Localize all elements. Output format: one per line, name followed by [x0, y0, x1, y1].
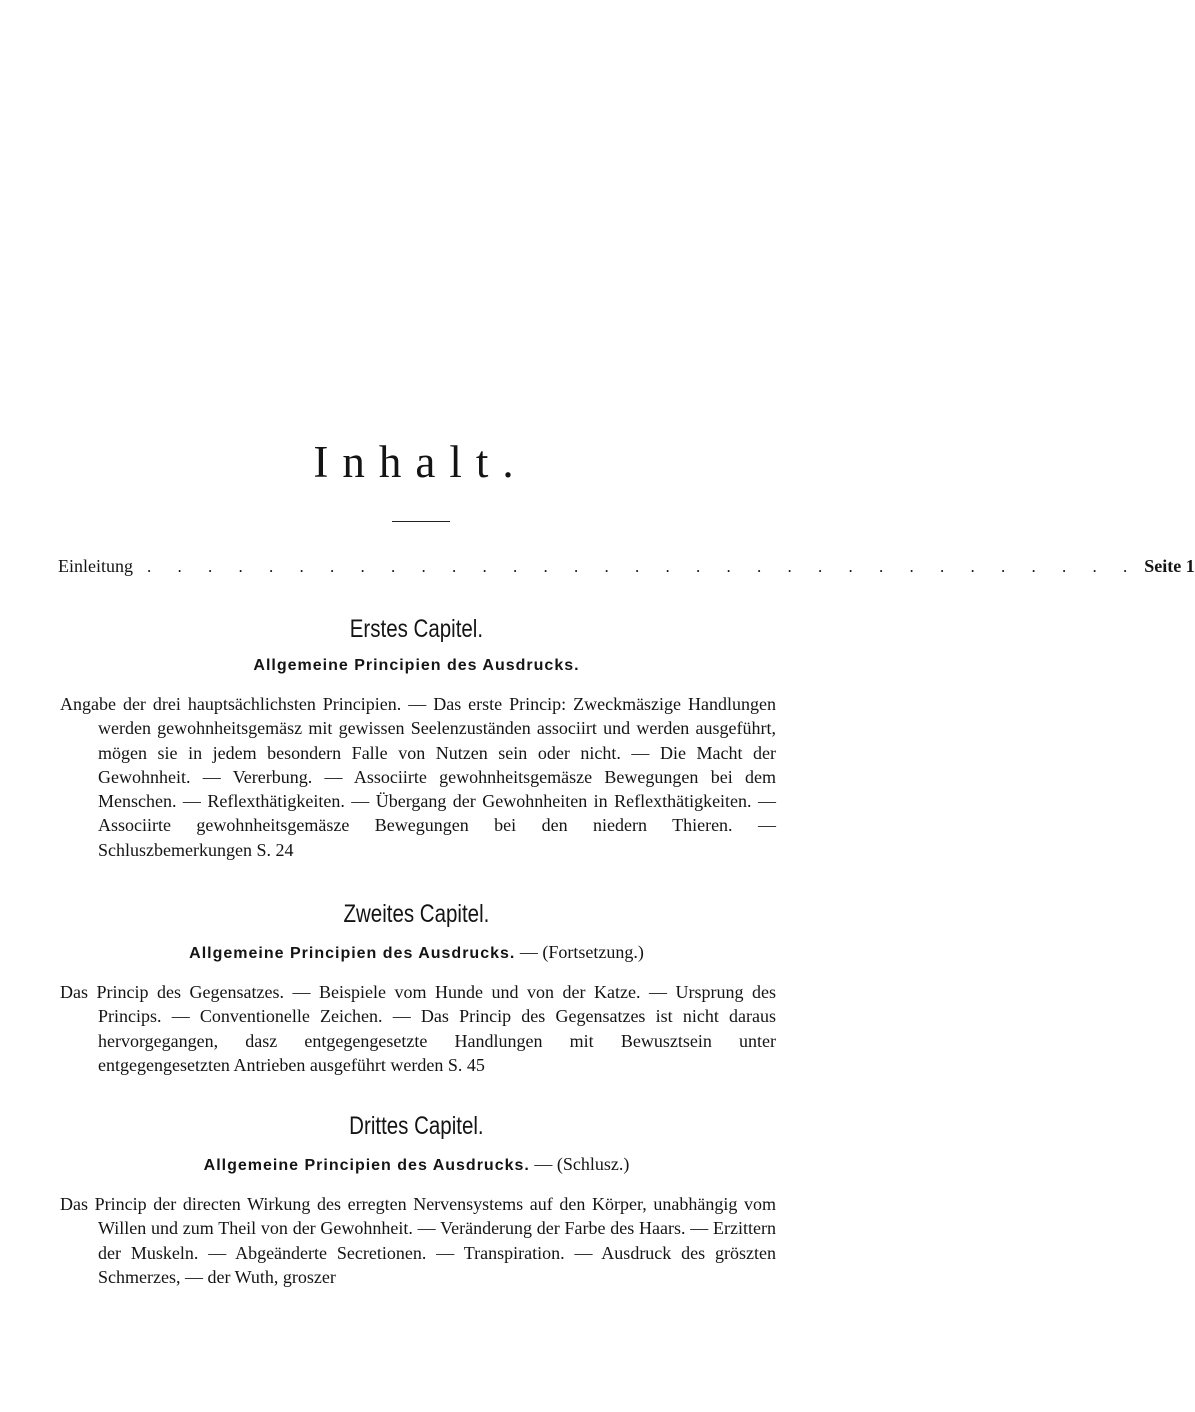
chapter-summary-text: Das Princip des Gegensatzes. — Beispiele vom Hunde und von der Katze. — Ursprung des Princips. — Conventionelle Zeichen. — Das Princip des Gegensatzes ist nicht daraus hervorgegangen, dasz entgegengesetzte Handlungen mit Bewusztsein unter entgegengesetzten Antrieben ausgeführt werden — [60, 982, 776, 1075]
chapter-subtitle-main: Allgemeine Principien des Ausdrucks. — [203, 1157, 530, 1174]
chapter-heading: Zweites Capitel. — [343, 900, 490, 928]
chapter-subtitle — [0, 1151, 833, 1179]
chapter-summary — [60, 1192, 776, 1289]
chapter-subtitle-main: Allgemeine Principien des Ausdrucks. — [189, 945, 516, 962]
chapter-subtitle-note: — (Schlusz.) — [534, 1154, 630, 1174]
chapter-subtitle-main: Allgemeine Principien des Ausdrucks. — [253, 657, 580, 674]
page-title: Inhalt. — [313, 437, 528, 487]
toc-page-reference: Seite 1 — [1144, 556, 1195, 576]
chapter-subtitle-note: — (Fortsetzung.) — [519, 942, 644, 962]
chapter-page-reference: S. 45 — [447, 1054, 485, 1075]
chapter-subtitle — [0, 939, 833, 967]
chapter-summary — [60, 980, 776, 1077]
toc-leader-dots: . . . . . . . . . . . . . . . . . . . . . . . . . . . . . . . . . — [147, 557, 1139, 576]
chapter-summary-text: Angabe der drei hauptsächlichsten Principien. — Das erste Princip: Zweckmäszige Handlungen werden gewohnheitsgemäsz mit gewissen Seelenzuständen associirt und werden ausgeführt, mögen sie in jedem besondern Falle von Nutzen sein oder nicht. — Die Macht der Gewohnheit. — Vererbung. — Associirte gewohnheitsgemäsze Bewegungen bei dem Menschen. — Reflexthätigkeiten. — Übergang der Gewohnheiten in Reflexthätigkeiten. — Associirte gewohnheitsgemäsze Bewegungen bei den niedern Thieren. — Schluszbemerkungen — [60, 694, 776, 860]
chapter-summary — [60, 692, 776, 862]
chapter-summary-text: Das Princip der directen Wirkung des erregten Nervensystems auf den Körper, unabhängig vom Willen und zum Theil von der Gewohnheit. — Veränderung der Farbe des Haars. — Erzittern der Muskeln. — Abgeänderte Secretionen. — Transpiration. — Ausdruck des gröszten Schmerzes, — der Wuth, groszer — [60, 1194, 776, 1287]
toc-entry-introduction — [58, 556, 1195, 584]
chapter-subtitle — [0, 651, 833, 679]
chapter-page-reference: S. 24 — [256, 839, 294, 860]
chapter-heading: Erstes Capitel. — [349, 615, 484, 643]
title-divider — [392, 521, 450, 522]
chapter-heading: Drittes Capitel. — [349, 1112, 484, 1140]
toc-entry-label: Einleitung — [58, 556, 133, 576]
